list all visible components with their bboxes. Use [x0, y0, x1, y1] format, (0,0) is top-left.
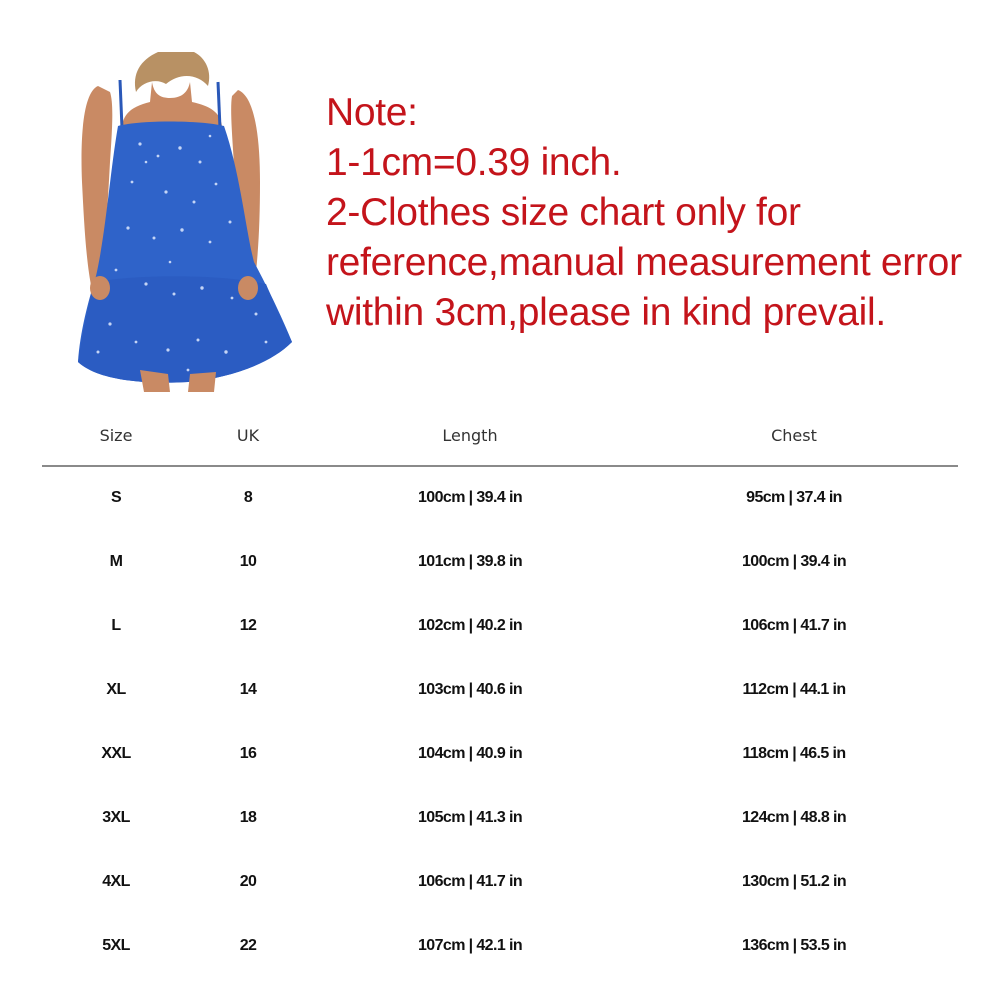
cell-chest: 106cm | 41.7 in — [742, 617, 846, 634]
header-length: Length — [442, 426, 498, 445]
cell-size: 5XL — [102, 937, 130, 954]
hair — [135, 52, 209, 92]
cell-chest: 136cm | 53.5 in — [742, 937, 846, 954]
dress-ruffle — [78, 276, 292, 382]
table-row — [42, 659, 958, 723]
cell-size: S — [110, 489, 122, 506]
cell-length: 105cm | 41.3 in — [418, 809, 522, 826]
header-size: Size — [99, 426, 133, 445]
cell-length: 107cm | 42.1 in — [418, 937, 522, 954]
cell-size: M — [109, 553, 123, 570]
cell-chest: 118cm | 46.5 in — [742, 745, 846, 762]
table-row — [42, 531, 958, 595]
note-line-2: 1-1cm=0.39 inch. — [326, 141, 622, 184]
cell-uk: 14 — [239, 681, 257, 698]
cell-uk: 20 — [239, 873, 257, 890]
table-row — [42, 723, 958, 787]
right-strap — [218, 82, 220, 128]
table-row — [42, 787, 958, 851]
cell-uk: 12 — [239, 617, 257, 634]
cell-chest: 112cm | 44.1 in — [742, 681, 846, 698]
size-note — [326, 88, 986, 338]
cell-uk: 16 — [239, 745, 257, 762]
product-photo — [70, 52, 302, 392]
note-line-5: within 3cm,please in kind prevail. — [326, 291, 886, 334]
table-row — [42, 851, 958, 915]
left-strap — [120, 80, 122, 128]
cell-length: 100cm | 39.4 in — [418, 489, 522, 506]
table-row — [42, 915, 958, 979]
cell-uk: 18 — [239, 809, 257, 826]
cell-length: 101cm | 39.8 in — [418, 553, 522, 570]
header-chest: Chest — [771, 426, 817, 445]
cell-uk: 22 — [239, 937, 257, 954]
cell-chest: 95cm | 37.4 in — [746, 489, 842, 506]
cell-size: XXL — [101, 745, 131, 762]
cell-length: 103cm | 40.6 in — [418, 681, 522, 698]
cell-length: 104cm | 40.9 in — [418, 745, 522, 762]
cell-uk: 10 — [239, 553, 257, 570]
cell-size: 4XL — [102, 873, 130, 890]
cell-uk: 8 — [243, 489, 253, 506]
left-hand — [90, 276, 110, 300]
table-body — [42, 467, 958, 979]
cell-chest: 130cm | 51.2 in — [742, 873, 846, 890]
table-header — [42, 410, 958, 467]
right-hand — [238, 276, 258, 300]
table-row — [42, 467, 958, 531]
cell-size: XL — [106, 681, 126, 698]
cell-size: L — [111, 617, 121, 634]
note-line-4: reference,manual measurement error — [326, 241, 962, 284]
size-chart-table — [42, 410, 958, 979]
cell-chest: 124cm | 48.8 in — [742, 809, 846, 826]
cell-chest: 100cm | 39.4 in — [742, 553, 846, 570]
cell-size: 3XL — [102, 809, 130, 826]
note-line-1: Note: — [326, 91, 418, 134]
table-row — [42, 595, 958, 659]
header-uk: UK — [236, 426, 260, 445]
cell-length: 106cm | 41.7 in — [418, 873, 522, 890]
note-line-3: 2-Clothes size chart only for — [326, 191, 801, 234]
cell-length: 102cm | 40.2 in — [418, 617, 522, 634]
